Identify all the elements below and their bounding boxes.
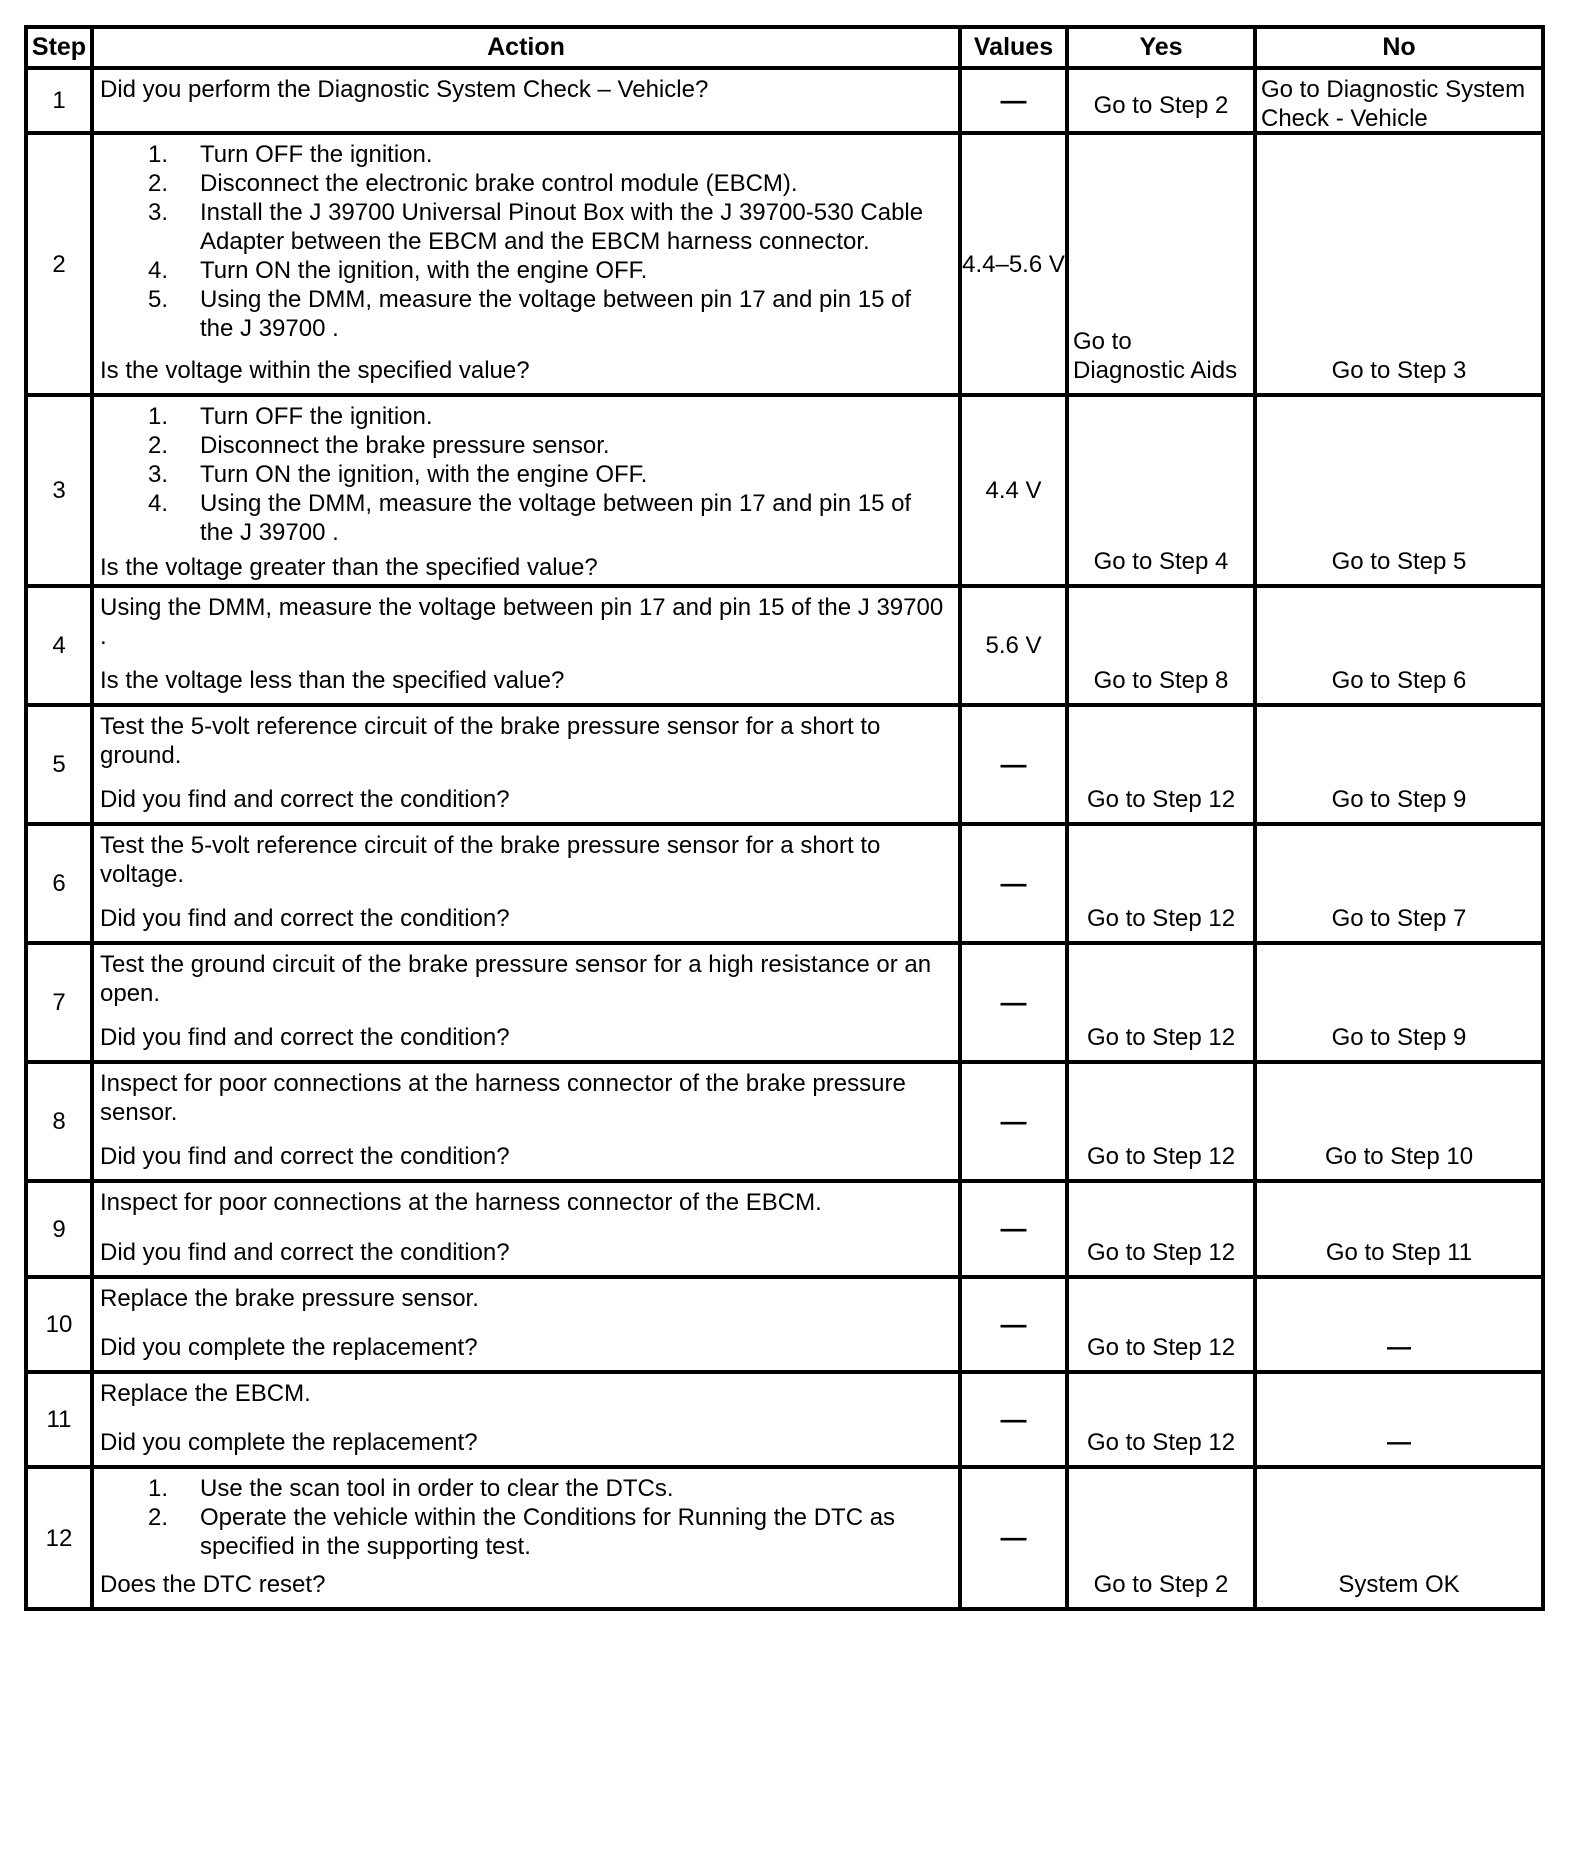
step-number: 11: [26, 1372, 92, 1467]
action-question: Did you find and correct the condition?: [100, 1143, 510, 1170]
action-cell: [92, 943, 960, 1062]
yes-cell: [1067, 705, 1255, 824]
yes-cell: [1067, 824, 1255, 943]
action-question: Is the voltage less than the specified value?: [100, 667, 565, 694]
no-cell: [1255, 133, 1543, 395]
action-cell: [92, 824, 960, 943]
yes-cell: [1067, 395, 1255, 586]
no-answer: —: [1387, 1334, 1411, 1361]
yes-cell: [1067, 1181, 1255, 1277]
action-content: [94, 707, 958, 818]
no-cell: [1255, 1467, 1543, 1609]
action-steps-list: [100, 402, 950, 547]
values-cell: [960, 943, 1067, 1062]
value-text: —: [1000, 748, 1027, 779]
no-answer: Go to Step 7: [1331, 905, 1467, 932]
action-content: [94, 945, 958, 1056]
step-number: 12: [26, 1467, 92, 1609]
action-instructions: [100, 1069, 950, 1127]
list-item-number: 1.: [148, 403, 169, 430]
action-question: Did you find and correct the condition?: [100, 905, 510, 932]
values-cell: [960, 705, 1067, 824]
yes-answer: Go to Step 12: [1086, 1239, 1236, 1266]
no-answer: —: [1387, 1429, 1411, 1456]
list-item-number: 2.: [148, 432, 169, 459]
value-text: 4.4 V: [985, 477, 1042, 504]
yes-answer: Go to Step 12: [1086, 1024, 1236, 1051]
action-question: Is the voltage within the specified value?: [100, 357, 530, 384]
action-content: [94, 826, 958, 937]
action-instructions: [100, 75, 950, 104]
action-cell: [92, 1277, 960, 1372]
diagnostic-table: [24, 25, 1545, 1611]
action-question: Did you complete the replacement?: [100, 1429, 478, 1456]
table-row: [26, 1372, 1543, 1467]
list-item-text: Turn OFF the ignition.: [200, 141, 433, 168]
step-number: 8: [26, 1062, 92, 1181]
no-cell: [1255, 586, 1543, 705]
yes-cell: [1067, 943, 1255, 1062]
action-cell: [92, 705, 960, 824]
table-row: [26, 705, 1543, 824]
table-body: [26, 68, 1543, 1609]
header-yes: Yes: [1067, 27, 1255, 68]
list-item-text: Using the DMM, measure the voltage between pin 17 and pin 15 of the J 39700 .: [200, 490, 912, 546]
yes-cell: [1067, 1277, 1255, 1372]
action-question: Did you find and correct the condition?: [100, 1239, 510, 1266]
values-cell: [960, 68, 1067, 133]
list-item-number: 1.: [148, 141, 169, 168]
action-text: Test the ground circuit of the brake pressure sensor for a high resistance or an open.: [100, 951, 932, 1007]
list-item: [100, 431, 950, 460]
action-cell: [92, 586, 960, 705]
action-instructions: [100, 712, 950, 770]
action-instructions: [100, 1284, 950, 1313]
list-item: [100, 140, 950, 169]
value-text: 4.4–5.6 V: [962, 250, 1065, 278]
values-cell: [960, 824, 1067, 943]
action-content: [94, 1279, 958, 1366]
action-content: [94, 1469, 958, 1603]
value-text: —: [1000, 986, 1027, 1017]
list-item-number: 4.: [148, 490, 169, 517]
no-answer: Go to Step 11: [1325, 1239, 1473, 1266]
list-item-number: 1.: [148, 1475, 169, 1502]
header-step: Step: [26, 27, 92, 68]
action-content: [94, 135, 958, 389]
list-item-number: 2.: [148, 1504, 169, 1531]
table-row: [26, 133, 1543, 395]
action-text: Inspect for poor connections at the harness connector of the EBCM.: [100, 1189, 822, 1216]
list-item: [100, 402, 950, 431]
action-text: Did you perform the Diagnostic System Check – Vehicle?: [100, 76, 709, 103]
action-question: Did you find and correct the condition?: [100, 786, 510, 813]
values-cell: [960, 1277, 1067, 1372]
list-item-text: Disconnect the electronic brake control module (EBCM).: [200, 170, 798, 197]
table-row: [26, 943, 1543, 1062]
list-item-number: 3.: [148, 199, 169, 226]
step-number: 7: [26, 943, 92, 1062]
action-text: Replace the brake pressure sensor.: [100, 1285, 479, 1312]
action-content: [94, 1064, 958, 1175]
values-cell: [960, 1467, 1067, 1609]
table-row: [26, 395, 1543, 586]
no-cell: [1255, 1181, 1543, 1277]
no-cell: [1255, 68, 1543, 133]
list-item: [100, 489, 950, 547]
action-cell: [92, 395, 960, 586]
list-item-number: 4.: [148, 257, 169, 284]
list-item-text: Use the scan tool in order to clear the DTCs.: [200, 1475, 674, 1502]
table-row: [26, 824, 1543, 943]
table-row: [26, 1181, 1543, 1277]
value-text: —: [1000, 1105, 1027, 1136]
action-instructions: [100, 1379, 950, 1408]
no-answer: Go to Step 5: [1331, 548, 1467, 575]
values-cell: [960, 133, 1067, 395]
value-text: —: [1000, 1522, 1027, 1552]
action-content: [94, 70, 958, 124]
list-item: [100, 460, 950, 489]
list-item-text: Disconnect the brake pressure sensor.: [200, 432, 610, 459]
list-item: [100, 169, 950, 198]
list-item-text: Turn OFF the ignition.: [200, 403, 433, 430]
yes-answer: Go to Step 2: [1093, 92, 1229, 119]
values-cell: [960, 1372, 1067, 1467]
step-number: 3: [26, 395, 92, 586]
yes-answer: Go to Diagnostic Aids: [1073, 328, 1238, 384]
step-number: 2: [26, 133, 92, 395]
action-cell: [92, 68, 960, 133]
list-item: [100, 256, 950, 285]
action-cell: [92, 1181, 960, 1277]
no-cell: [1255, 1372, 1543, 1467]
yes-cell: [1067, 1062, 1255, 1181]
header-no: No: [1255, 27, 1543, 68]
yes-cell: [1067, 68, 1255, 133]
action-content: [94, 397, 958, 580]
action-text: Test the 5-volt reference circuit of the brake pressure sensor for a short to ground.: [100, 713, 881, 769]
yes-answer: Go to Step 12: [1086, 1429, 1236, 1456]
no-answer: Go to Step 6: [1331, 667, 1467, 694]
no-answer: Go to Diagnostic System Check - Vehicle: [1261, 76, 1526, 132]
action-steps-list: [100, 1474, 950, 1561]
action-content: [94, 588, 958, 699]
value-text: —: [1000, 1213, 1027, 1243]
value-text: —: [1000, 84, 1027, 115]
step-number: 4: [26, 586, 92, 705]
values-cell: [960, 1181, 1067, 1277]
action-text: Test the 5-volt reference circuit of the brake pressure sensor for a short to voltage.: [100, 832, 881, 888]
list-item: [100, 198, 950, 256]
no-answer: Go to Step 9: [1331, 786, 1467, 813]
list-item-text: Turn ON the ignition, with the engine OFF.: [200, 257, 648, 284]
action-cell: [92, 1372, 960, 1467]
yes-cell: [1067, 1372, 1255, 1467]
yes-answer: Go to Step 12: [1086, 786, 1236, 813]
no-answer: Go to Step 10: [1324, 1143, 1474, 1170]
action-cell: [92, 133, 960, 395]
header-row: [26, 27, 1543, 68]
list-item-text: Turn ON the ignition, with the engine OFF.: [200, 461, 648, 488]
step-number: 6: [26, 824, 92, 943]
action-instructions: [100, 831, 950, 889]
no-cell: [1255, 395, 1543, 586]
step-number: 10: [26, 1277, 92, 1372]
values-cell: [960, 395, 1067, 586]
no-answer: System OK: [1338, 1571, 1460, 1598]
action-instructions: [100, 402, 950, 547]
value-text: —: [1000, 1403, 1027, 1434]
no-answer: Go to Step 3: [1331, 357, 1467, 384]
action-cell: [92, 1467, 960, 1609]
yes-answer: Go to Step 2: [1093, 1571, 1229, 1598]
no-cell: [1255, 1277, 1543, 1372]
table-row: [26, 586, 1543, 705]
action-instructions: [100, 1474, 950, 1561]
yes-answer: Go to Step 12: [1086, 905, 1236, 932]
action-instructions: [100, 950, 950, 1008]
no-answer: Go to Step 9: [1331, 1024, 1467, 1051]
yes-cell: [1067, 586, 1255, 705]
yes-cell: [1067, 1467, 1255, 1609]
list-item-text: Using the DMM, measure the voltage between pin 17 and pin 15 of the J 39700 .: [200, 286, 912, 342]
action-content: [94, 1183, 958, 1271]
table-row: [26, 68, 1543, 133]
list-item-number: 3.: [148, 461, 169, 488]
action-instructions: [100, 593, 950, 651]
table-row: [26, 1062, 1543, 1181]
list-item-text: Install the J 39700 Universal Pinout Box with the J 39700-530 Cable Adapter between the EBCM and the EBCM harness connector.: [200, 199, 924, 255]
list-item-number: 2.: [148, 170, 169, 197]
no-cell: [1255, 943, 1543, 1062]
action-text: Inspect for poor connections at the harness connector of the brake pressure sensor.: [100, 1070, 906, 1126]
action-text: Using the DMM, measure the voltage between pin 17 and pin 15 of the J 39700 .: [100, 594, 944, 650]
no-cell: [1255, 824, 1543, 943]
no-cell: [1255, 1062, 1543, 1181]
action-question: Did you find and correct the condition?: [100, 1024, 510, 1051]
action-steps-list: [100, 140, 950, 343]
yes-cell: [1067, 133, 1255, 395]
step-number: 1: [26, 68, 92, 133]
value-text: 5.6 V: [985, 632, 1042, 659]
yes-answer: Go to Step 12: [1086, 1334, 1236, 1361]
yes-answer: Go to Step 8: [1093, 667, 1229, 694]
diagnostic-table-container: [24, 25, 1541, 1611]
no-cell: [1255, 705, 1543, 824]
yes-answer: Go to Step 4: [1093, 548, 1229, 575]
list-item: [100, 285, 950, 343]
action-instructions: [100, 140, 950, 343]
list-item-text: Operate the vehicle within the Conditions for Running the DTC as specified in the supporting test.: [200, 1504, 896, 1560]
list-item: [100, 1474, 950, 1503]
table-row: [26, 1277, 1543, 1372]
yes-answer: Go to Step 12: [1086, 1143, 1236, 1170]
list-item-number: 5.: [148, 286, 169, 313]
action-instructions: [100, 1188, 950, 1217]
header-values: Values: [960, 27, 1067, 68]
values-cell: [960, 586, 1067, 705]
action-text: Replace the EBCM.: [100, 1380, 311, 1407]
action-question: Is the voltage greater than the specified value?: [100, 554, 598, 581]
action-content: [94, 1374, 958, 1461]
values-cell: [960, 1062, 1067, 1181]
action-question: Does the DTC reset?: [100, 1571, 326, 1598]
action-question: Did you complete the replacement?: [100, 1334, 478, 1361]
step-number: 5: [26, 705, 92, 824]
list-item: [100, 1503, 950, 1561]
table-row: [26, 1467, 1543, 1609]
value-text: —: [1000, 867, 1027, 898]
header-action: Action: [92, 27, 960, 68]
action-cell: [92, 1062, 960, 1181]
step-number: 9: [26, 1181, 92, 1277]
value-text: —: [1000, 1308, 1027, 1339]
